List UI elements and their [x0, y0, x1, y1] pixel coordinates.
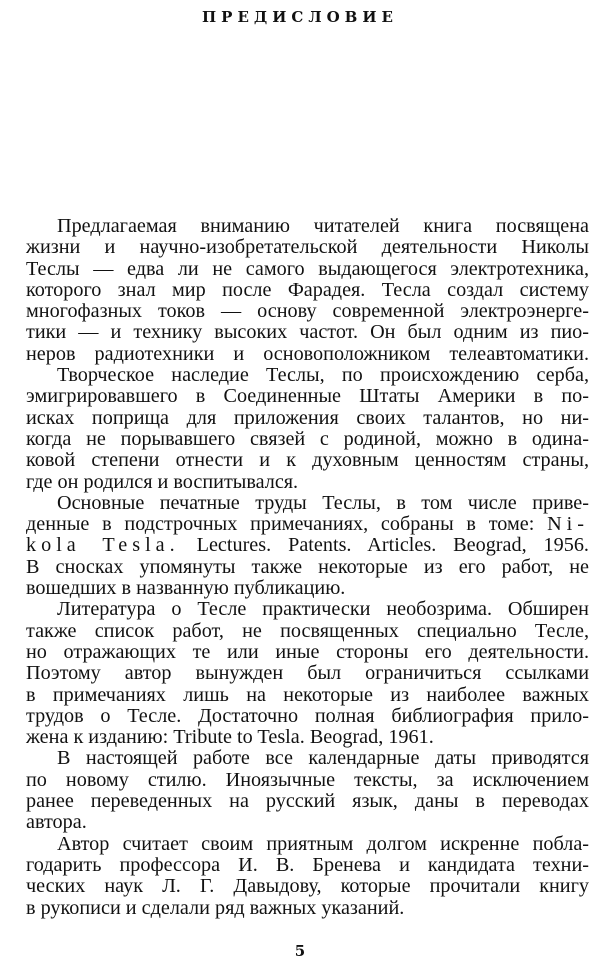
paragraph	[26, 493, 589, 599]
paragraph	[26, 748, 589, 833]
text-fragment: денные в подстрочных примечаниях, собраны в томе:	[26, 513, 548, 536]
text-line: Предлагаемая вниманию читателей книга посвящена	[57, 215, 589, 237]
text-line: где он родился и воспитывался.	[26, 470, 299, 493]
text-line: жена к изданию: Tribute to Tesla. Beograd, 1961.	[26, 726, 434, 749]
text-fragment: Lectures. Patents. Articles. Beograd, 1956.	[179, 534, 589, 557]
text-line: Поэтому автор вынужден был ограничиться ссылками	[26, 662, 589, 685]
text-line: вошедших в названную публикацию.	[26, 577, 346, 600]
text-line: Литература о Тесле практически необозрима. Обширен	[57, 598, 589, 621]
text-line: жизни и научно-изобретательской деятельности Николы	[26, 236, 589, 259]
text-line: ранее переведенных на русский язык, даны в переводах	[26, 790, 589, 813]
spaced-author-name: kola Tesla.	[26, 534, 180, 557]
text-line: ческих наук Л. Г. Давыдову, которые прочитали книгу	[26, 875, 589, 898]
text-line: ковой степени отнести и к духовным ценностям страны,	[26, 449, 589, 472]
text-line	[26, 535, 589, 556]
paragraph	[26, 834, 589, 919]
text-line: когда не порывавшего связей с родиной, можно в одина-	[26, 427, 589, 450]
paragraph	[26, 365, 589, 493]
text-line: в примечаниях лишь на некоторые из наиболее важных	[26, 683, 589, 706]
text-line	[26, 514, 589, 535]
page-number: 5	[294, 942, 306, 960]
text-line: исках поприща для приложения своих талантов, но ни-	[26, 406, 589, 429]
text-line: Основные печатные труды Теслы, в том числе приве-	[57, 491, 589, 514]
text-line: которого знал мир после Фарадея. Тесла создал систему	[26, 278, 589, 301]
text-line: В настоящей работе все календарные даты приводятся	[57, 747, 589, 770]
text-line: тики — и технику высоких частот. Он был одним из пио-	[26, 321, 589, 344]
text-line: автора.	[26, 811, 87, 834]
text-line: годарить профессора И. В. Бренева и кандидата техни-	[26, 853, 589, 876]
text-line: но отражающих те или иные стороны его деятельности.	[26, 640, 589, 663]
paragraph	[26, 216, 589, 365]
text-line: по новому стилю. Иноязычные тексты, за исключением	[26, 768, 589, 791]
text-line: Теслы — едва ли не самого выдающегося электротехника,	[26, 257, 589, 280]
preface-body	[26, 216, 589, 919]
text-line: трудов о Тесле. Достаточно полная библиография прило-	[26, 704, 589, 727]
text-line: многофазных токов — основу современной электроэнерге-	[26, 300, 589, 323]
paragraph	[26, 599, 589, 748]
spaced-author-name: Ni-	[547, 513, 589, 536]
text-line: неров радиотехники и основоположником телеавтоматики.	[26, 342, 589, 365]
text-line: эмигрировавшего в Соединенные Штаты Америки в по-	[26, 385, 589, 408]
text-line: Творческое наследие Теслы, по происхождению серба,	[57, 364, 589, 387]
page-title: ПРЕДИСЛОВИЕ	[202, 8, 398, 26]
text-line: В сносках упомянуты также некоторые из его работ, не	[26, 555, 589, 578]
text-line: также список работ, не посвященных специально Тесле,	[26, 619, 589, 642]
text-line: в рукописи и сделали ряд важных указаний.	[26, 896, 405, 919]
text-line: Автор считает своим приятным долгом искренне побла-	[57, 832, 589, 855]
